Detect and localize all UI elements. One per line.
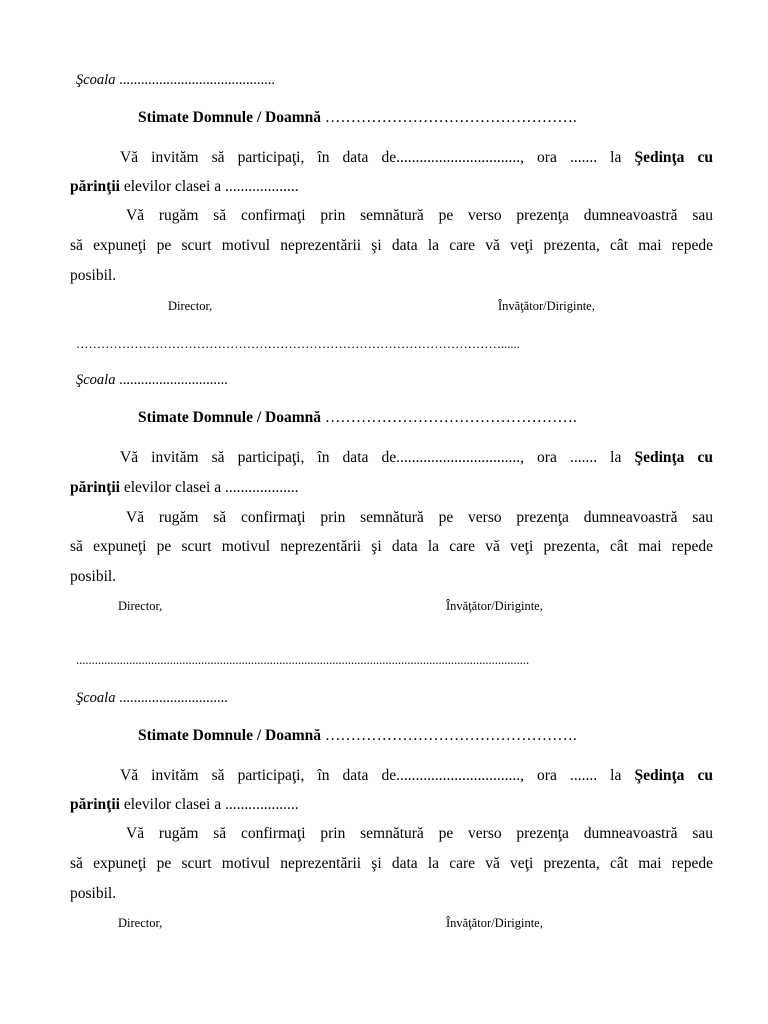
request-line-3: posibil. xyxy=(70,568,117,585)
request-line-2: să expuneţi pe scurt motivul neprezentării şi data la care vă veţi prezenta, cât mai repede xyxy=(70,538,713,555)
cut-line-separator: ................................................................................................................................................. xyxy=(76,653,530,667)
request-line-1: Vă rugăm să confirmaţi prin semnătură pe verso prezenţa dumneavoastră sau xyxy=(126,825,713,842)
invitation-line-1: Vă invităm să participaţi, în data de................................, ora ....... la Şedinţa cu xyxy=(120,449,714,466)
invitation-line-2: părinţii elevilor clasei a ................... xyxy=(70,796,299,813)
request-line-3: posibil. xyxy=(70,267,117,284)
director-signature-label: Director, xyxy=(118,599,163,613)
invitation-line-1: Vă invităm să participaţi, în data de................................, ora ....... la Şedinţa cu xyxy=(120,149,714,166)
request-line-1: Vă rugăm să confirmaţi prin semnătură pe verso prezenţa dumneavoastră sau xyxy=(126,509,713,526)
school-line: Şcoala .............................. xyxy=(76,372,228,388)
salutation-line: Stimate Domnule / Doamnă …………………………………………. xyxy=(138,409,577,426)
teacher-signature-label: Învăţător/Diriginte, xyxy=(446,916,543,930)
cut-line-separator: …………………………………………………………………………………………...... xyxy=(76,337,520,351)
teacher-signature-label: Învăţător/Diriginte, xyxy=(498,299,595,313)
invitation-line-2: părinţii elevilor clasei a ................... xyxy=(70,178,299,195)
request-line-3: posibil. xyxy=(70,885,117,902)
director-signature-label: Director, xyxy=(168,299,213,313)
teacher-signature-label: Învăţător/Diriginte, xyxy=(446,599,543,613)
request-line-1: Vă rugăm să confirmaţi prin semnătură pe verso prezenţa dumneavoastră sau xyxy=(126,207,713,224)
request-line-2: să expuneţi pe scurt motivul neprezentării şi data la care vă veţi prezenta, cât mai repede xyxy=(70,237,713,254)
salutation-line: Stimate Domnule / Doamnă …………………………………………. xyxy=(138,727,577,744)
request-line-2: să expuneţi pe scurt motivul neprezentării şi data la care vă veţi prezenta, cât mai repede xyxy=(70,855,713,872)
invitation-line-1: Vă invităm să participaţi, în data de................................, ora ....... la Şedinţa cu xyxy=(120,767,714,784)
school-line: Şcoala .............................. xyxy=(76,690,228,706)
invitation-line-2: părinţii elevilor clasei a ................... xyxy=(70,479,299,496)
school-line: Şcoala ........................................... xyxy=(76,72,275,88)
salutation-line: Stimate Domnule / Doamnă …………………………………………. xyxy=(138,109,577,126)
director-signature-label: Director, xyxy=(118,916,163,930)
